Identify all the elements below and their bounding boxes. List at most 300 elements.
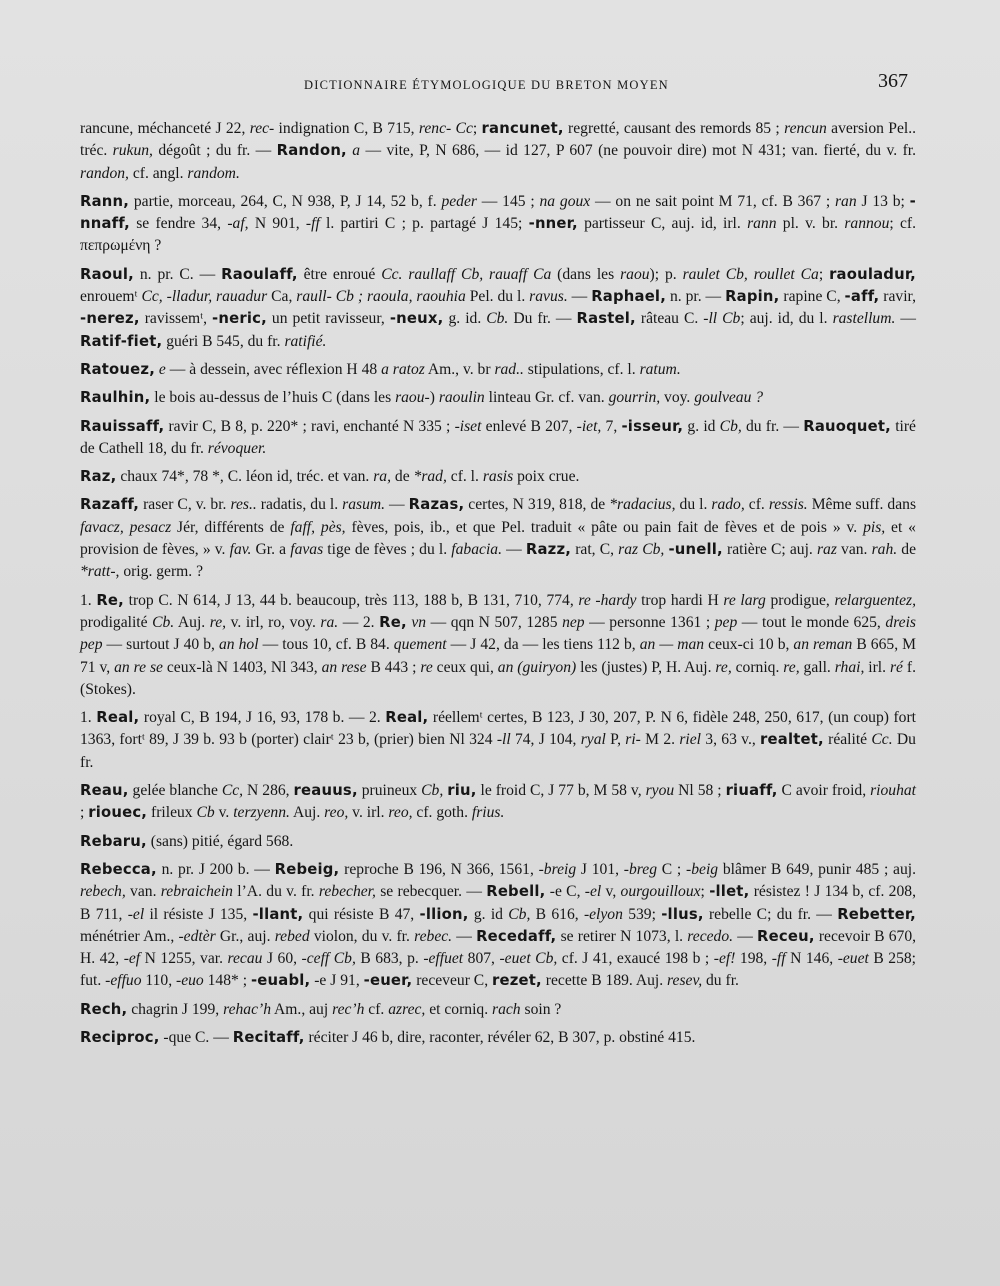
italic-text: e <box>155 360 166 378</box>
running-title: DICTIONNAIRE ÉTYMOLOGIQUE DU BRETON MOYEN <box>304 78 669 92</box>
entry-text: — personne 1361 ; <box>584 613 715 631</box>
italic-text: goulveau ? <box>694 389 764 407</box>
italic-text: -beig <box>686 860 719 878</box>
entry-text: ceux-là N 1403, Nl 343, <box>162 658 322 676</box>
entry-text: — surtout J 40 b, <box>102 636 219 654</box>
headword: Raulhin, <box>80 389 151 407</box>
italic-text: a ratoz <box>381 360 425 378</box>
italic-text: rado, <box>711 496 745 514</box>
entry-text: gelée blanche <box>128 782 222 800</box>
entry-text: cf. angl. <box>128 164 188 182</box>
italic-text: rasum. <box>342 496 386 514</box>
entry-text: soin ? <box>520 1000 562 1018</box>
entry-text: enlevé B 207, <box>481 417 577 435</box>
entry-text: ; <box>80 804 89 822</box>
entry-text: dégoût ; du fr. — <box>152 142 277 160</box>
entry-text: poix crue. <box>513 468 580 486</box>
italic-text: recedo. <box>687 927 734 945</box>
entry-text: B 443 ; <box>366 658 421 676</box>
dictionary-entry <box>80 707 916 774</box>
headword: Reau, <box>80 782 129 800</box>
entry-text: ravir, <box>879 288 917 306</box>
headword: -aff, <box>844 288 880 306</box>
entry-text: 3, 63 v., <box>700 731 761 749</box>
italic-text: raou- <box>395 389 430 407</box>
entry-text: Auj. <box>289 804 325 822</box>
italic-text: gourrin, <box>608 389 661 407</box>
entry-text: N 901, <box>248 215 306 233</box>
entry-text: B 616, <box>530 905 584 923</box>
italic-text: -ef! <box>713 950 736 968</box>
entry-text: guéri B 545, du fr. <box>162 332 285 350</box>
italic-text: raz <box>816 541 837 559</box>
entry-text: enrouemᵗ <box>80 288 142 306</box>
italic-text: rastellum. <box>832 310 896 328</box>
entry-text: indignation C, B 715, <box>274 120 419 137</box>
dictionary-entries <box>80 118 916 1055</box>
italic-text: an re se <box>114 658 163 676</box>
entry-text: 539; <box>622 905 662 923</box>
entry-text: cf. <box>364 1000 389 1018</box>
italic-text: res.. <box>230 496 257 514</box>
entry-text: -e C, <box>545 883 585 901</box>
entry-text: rancune, méchanceté J 22, <box>80 120 250 137</box>
dictionary-entry <box>80 264 916 353</box>
italic-text: Cc, <box>221 782 244 800</box>
entry-text: -e J 91, <box>310 972 364 990</box>
entry-text: J 60, <box>262 950 302 968</box>
headword: Raoulaff, <box>221 265 298 283</box>
headword: Raoul, <box>80 265 134 283</box>
headword: -llant, <box>252 905 304 923</box>
italic-text: -breig <box>538 860 577 878</box>
headword: riu, <box>447 782 477 800</box>
headword: -nerez, <box>80 310 140 328</box>
headword: riouec, <box>88 804 148 822</box>
italic-text: rec- <box>249 120 275 137</box>
entry-text: J 13 b; <box>856 192 910 210</box>
entry-text: du l. <box>675 496 712 514</box>
italic-text: *radacius, <box>609 496 676 514</box>
italic-text: ressis. <box>768 496 808 514</box>
entry-text: g. id <box>683 417 720 435</box>
entry-text: -que C. — <box>159 1028 233 1046</box>
entry-text: se retirer N 1073, l. <box>556 927 688 945</box>
entry-text: 807, <box>463 950 500 968</box>
italic-text: rencun <box>784 120 827 137</box>
entry-text: ); p. <box>649 265 683 283</box>
page-number: 367 <box>878 70 908 92</box>
headword: -nnaff, <box>80 192 917 233</box>
entry-text: C avoir froid, <box>777 782 871 800</box>
italic-text: ri- <box>625 731 641 749</box>
entry-text: l’A. du v. fr. <box>232 883 319 901</box>
headword: Razaff, <box>80 496 140 514</box>
italic-text: -euet <box>837 950 869 968</box>
entry-text: Am., auj <box>271 1000 333 1018</box>
entry-text: de <box>391 468 414 486</box>
entry-text: et corniq. <box>425 1000 493 1018</box>
italic-text: rach <box>492 1000 521 1018</box>
italic-text: -elyon <box>583 905 623 923</box>
italic-text: -iset <box>454 417 482 435</box>
italic-text: fav. <box>229 541 252 559</box>
dictionary-entry <box>80 191 916 258</box>
entry-text: ; cf. πεπρωμένη ? <box>80 215 917 255</box>
dictionary-entry <box>80 387 916 409</box>
italic-text: re, <box>715 658 732 676</box>
headword: Reciproc, <box>80 1028 160 1046</box>
entry-text: — <box>895 310 916 328</box>
headword: -llion, <box>419 905 469 923</box>
italic-text: an rese <box>321 658 367 676</box>
entry-text: voy. <box>660 389 695 407</box>
italic-text: rah. <box>871 541 898 559</box>
entry-text: corniq. <box>731 658 784 676</box>
headword: Rebecca, <box>80 860 157 878</box>
entry-text: du fr. <box>702 972 739 990</box>
entry-text: J 101, <box>576 860 624 878</box>
entry-text: g. id <box>468 905 509 923</box>
italic-text: quement <box>393 636 447 654</box>
entry-text: ménétrier Am., <box>80 927 179 945</box>
italic-text: *rad, <box>413 468 447 486</box>
italic-text: rehac’h <box>223 1000 271 1018</box>
italic-text: an hol <box>219 636 259 654</box>
italic-text: ourgouilloux <box>620 883 701 901</box>
italic-text: ryou <box>645 782 675 800</box>
headword: Randon, <box>276 142 347 160</box>
italic-text: -effuet <box>423 950 464 968</box>
entry-text: g. id. <box>443 310 487 328</box>
entry-text: prodigue, <box>765 591 835 609</box>
headword: Ratif-fiet, <box>80 332 163 350</box>
entry-text: royal C, B 194, J 16, 93, 178 b. — 2. <box>139 709 386 727</box>
entry-text: 74, J 104, <box>510 731 581 749</box>
headword: -neric, <box>212 310 267 328</box>
entry-text: ceux-ci 10 b, <box>704 636 794 654</box>
entry-text: blâmer B 649, punir 485 ; auj. <box>718 860 916 878</box>
entry-text: B 665, M 71 v, <box>80 636 916 676</box>
italic-text: -ceff Cb, <box>301 950 356 968</box>
entry-text: qui résiste B 47, <box>303 905 420 923</box>
entry-text: cf. <box>744 496 769 514</box>
entry-text: v, <box>601 883 621 901</box>
italic-text: ratifié. <box>284 332 327 350</box>
entry-text: rat, C, <box>571 541 619 559</box>
entry-text: Même suff. dans <box>807 496 917 514</box>
italic-text: reo, <box>388 804 413 822</box>
headword: rancunet, <box>481 120 564 137</box>
entry-text: 7, <box>601 417 622 435</box>
entry-text: 1. <box>80 709 97 727</box>
entry-text: irl. <box>864 658 890 676</box>
entry-text: P, <box>605 731 626 749</box>
italic-text: raz Cb, <box>618 541 665 559</box>
entry-text: — on ne sait point M 71, cf. B 367 ; <box>590 192 835 210</box>
italic-text: an — man <box>639 636 705 654</box>
entry-text: Am., v. br <box>424 360 495 378</box>
italic-text: resev, <box>667 972 703 990</box>
italic-text: ryal <box>580 731 606 749</box>
entry-text: résistez ! J 134 b, cf. 208, B 711, <box>80 883 916 923</box>
dictionary-entry <box>80 780 916 825</box>
entry-text: Jér, différents de <box>171 518 291 536</box>
headword: -llus, <box>661 905 704 923</box>
entry-text: f. (Stokes). <box>80 658 916 698</box>
italic-text: rebed <box>274 927 310 945</box>
italic-text: révoquer. <box>207 439 267 457</box>
headword: -unell, <box>668 541 723 559</box>
italic-text: random. <box>187 164 240 182</box>
headword: rezet, <box>492 972 542 990</box>
entry-text: ; <box>700 883 710 901</box>
headword: Rauoquet, <box>803 417 891 435</box>
headword: Razz, <box>525 541 572 559</box>
entry-text: — <box>501 541 526 559</box>
entry-text: 198, <box>735 950 772 968</box>
italic-text: ratum. <box>639 360 681 378</box>
italic-text: raull- Cb ; raoula, raouhia <box>296 288 466 306</box>
italic-text: rec’h <box>332 1000 365 1018</box>
italic-text: pis, <box>863 518 886 536</box>
italic-text: ra. <box>320 613 339 631</box>
headword: realtet, <box>760 731 824 749</box>
italic-text: na goux <box>539 192 591 210</box>
entry-text: — tout le monde 625, <box>737 613 886 631</box>
entry-text: — J 42, da — les tiens 112 b, <box>446 636 640 654</box>
entry-text: C ; <box>657 860 687 878</box>
italic-text: rannou <box>844 215 890 233</box>
entry-text: ravir C, B 8, p. 220* ; ravi, enchanté N 335 ; <box>164 417 455 435</box>
entry-text: reproche B 196, N 366, 1561, <box>339 860 539 878</box>
entry-text: N 286, <box>243 782 294 800</box>
italic-text: ran <box>834 192 857 210</box>
dictionary-entry <box>80 416 916 461</box>
entry-text: van. <box>125 883 161 901</box>
entry-text: — tous 10, cf. B 84. <box>258 636 394 654</box>
entry-text: 110, <box>141 972 177 990</box>
entry-text: v. <box>214 804 234 822</box>
italic-text: -ff <box>305 215 320 233</box>
italic-text: -af, <box>227 215 249 233</box>
entry-text: ravissemᵗ, <box>139 310 213 328</box>
italic-text: -el <box>127 905 145 923</box>
entry-text: v. irl, ro, voy. <box>226 613 321 631</box>
entry-text: 1. <box>80 591 97 609</box>
entry-text: râteau C. <box>635 310 704 328</box>
entry-text: gall. <box>799 658 835 676</box>
entry-text: pruineux <box>357 782 422 800</box>
headword: Rebetter, <box>837 905 916 923</box>
italic-text: relarguentez, <box>834 591 917 609</box>
headword: -nner, <box>528 215 578 233</box>
italic-text: rasis <box>482 468 514 486</box>
italic-text: Cb <box>196 804 215 822</box>
entry-text: n. pr. J 200 b. — <box>156 860 275 878</box>
italic-text: re <box>420 658 433 676</box>
italic-text: ra, <box>373 468 391 486</box>
entry-text: chaux 74*, 78 *, C. léon id, tréc. et van. <box>116 468 374 486</box>
entry-text: — qqn N 507, 1285 <box>426 613 563 631</box>
entry-text: — 2. <box>338 613 380 631</box>
dictionary-entry <box>80 118 916 185</box>
entry-text: chagrin J 199, <box>127 1000 224 1018</box>
italic-text: -ll <box>496 731 511 749</box>
dictionary-entry <box>80 590 916 701</box>
italic-text: re, <box>783 658 800 676</box>
italic-text: -ff <box>771 950 786 968</box>
headword: Rech, <box>80 1000 128 1018</box>
entry-text: — <box>733 927 758 945</box>
headword: Receu, <box>757 927 815 945</box>
entry-text: le bois au-dessus de l’huis C (dans les <box>150 389 396 407</box>
entry-text: n. pr. — <box>666 288 726 306</box>
entry-text: Du fr. <box>80 731 916 771</box>
headword: Real, <box>385 709 429 727</box>
headword: Real, <box>96 709 140 727</box>
italic-text: faff, pès, <box>290 518 346 536</box>
headword: Ratouez, <box>80 360 156 378</box>
dictionary-entry <box>80 466 916 488</box>
italic-text: raulet Cb, roullet Ca <box>682 265 819 283</box>
entry-text: frileux <box>147 804 197 822</box>
headword: Rapin, <box>725 288 780 306</box>
headword: Raz, <box>80 468 117 486</box>
entry-text: il résiste J 135, <box>144 905 253 923</box>
headword: Razas, <box>408 496 465 514</box>
headword: Re, <box>379 613 407 631</box>
entry-text: — vite, P, N 686, — id 127, P 607 (ne pouvoir dire) mot N 431; van. fierté, du v. fr. <box>360 142 916 160</box>
italic-text: peder <box>441 192 477 210</box>
headword: Recitaff, <box>232 1028 305 1046</box>
italic-text: a <box>346 142 361 160</box>
italic-text: favas <box>290 541 324 559</box>
italic-text: re larg <box>723 591 766 609</box>
italic-text: Cb. <box>152 613 175 631</box>
entry-text: — <box>567 288 592 306</box>
headword: Rann, <box>80 192 130 210</box>
italic-text: -el <box>584 883 602 901</box>
entry-text: tiré de Cathell 18, du fr. <box>80 417 916 457</box>
dictionary-entry <box>80 1027 916 1049</box>
entry-text: l. partiri C ; p. partagé J 145; <box>319 215 529 233</box>
italic-text: Cc, -lladur, rauadur <box>141 288 268 306</box>
entry-text: M 2. <box>640 731 680 749</box>
italic-text: Cc. raullaff Cb, rauaff Ca <box>381 265 552 283</box>
italic-text: rebecher, <box>318 883 376 901</box>
entry-text: N 1255, var. <box>140 950 228 968</box>
entry-text: réciter J 46 b, dire, raconter, révéler 62, B 307, p. obstiné 415. <box>304 1028 696 1046</box>
entry-text: aversion Pel.. tréc. <box>80 120 917 160</box>
italic-text: -effuo <box>105 972 142 990</box>
entry-text: se rebecquer. — <box>375 883 487 901</box>
entry-text: rebelle C; du fr. — <box>703 905 838 923</box>
italic-text: fabacia. <box>451 541 502 559</box>
entry-text: réalité <box>823 731 872 749</box>
entry-text: linteau Gr. cf. van. <box>484 389 609 407</box>
entry-text: — à dessein, avec réflexion H 48 <box>165 360 382 378</box>
entry-text: Ca, <box>267 288 297 306</box>
italic-text: -euo <box>176 972 204 990</box>
entry-text: cf. goth. <box>412 804 472 822</box>
italic-text: rann <box>747 215 777 233</box>
entry-text: un petit ravisseur, <box>266 310 390 328</box>
headword: reauus, <box>293 782 358 800</box>
entry-text: n. pr. C. — <box>133 265 222 283</box>
italic-text: -iet, <box>576 417 602 435</box>
entry-text: fèves, pois, ib., et que Pel. traduit « pâte ou pain fait de fèves et de pois » v. <box>345 518 864 536</box>
italic-text: frius. <box>471 804 505 822</box>
entry-text: Gr. a <box>251 541 291 559</box>
headword: Rebaru, <box>80 832 147 850</box>
italic-text: an (guiryon) <box>497 658 577 676</box>
entry-text: orig. germ. ? <box>119 563 203 581</box>
headword: raouladur, <box>829 265 916 283</box>
headword: Recedaff, <box>476 927 557 945</box>
italic-text: rebec. <box>414 927 453 945</box>
entry-text: rapine C, <box>779 288 845 306</box>
entry-text: et « provision de fèves, » v. <box>80 518 916 559</box>
headword: -isseur, <box>621 417 684 435</box>
entry-text: Du fr. — <box>508 310 577 328</box>
entry-text: trop hardi H <box>636 591 724 609</box>
entry-text: ; auj. id, du l. <box>740 310 833 328</box>
italic-text: -ef <box>123 950 141 968</box>
entry-text: radatis, du l. <box>256 496 343 514</box>
dictionary-entry <box>80 859 916 993</box>
entry-text: N 146, <box>785 950 838 968</box>
entry-text: le froid C, J 77 b, M 58 v, <box>476 782 646 800</box>
entry-text: ceux qui, <box>432 658 498 676</box>
italic-text: terzyenn. <box>233 804 290 822</box>
italic-text: rebraichein <box>160 883 233 901</box>
entry-text: stipulations, cf. l. <box>523 360 640 378</box>
italic-text: rukun, <box>112 142 153 160</box>
entry-text: les (justes) P, H. Auj. <box>576 658 716 676</box>
entry-text: — <box>385 496 409 514</box>
italic-text: reo, <box>324 804 349 822</box>
entry-text: être enroué <box>297 265 382 283</box>
italic-text: Cb. <box>486 310 509 328</box>
entry-text: recette B 189. Auj. <box>541 972 668 990</box>
italic-text: riel <box>679 731 701 749</box>
entry-text: Gr., auj. <box>215 927 275 945</box>
entry-text: partie, morceau, 264, C, N 938, P, J 14, 52 b, f. <box>129 192 442 210</box>
entry-text: ; <box>818 265 830 283</box>
italic-text: dreis pep <box>80 613 916 654</box>
entry-text: certes, N 319, 818, de <box>464 496 610 514</box>
italic-text: rebech, <box>80 883 126 901</box>
headword: Rastel, <box>576 310 636 328</box>
headword: Re, <box>96 591 124 609</box>
italic-text: Cb, <box>421 782 444 800</box>
entry-text: — <box>452 927 477 945</box>
dictionary-entry <box>80 494 916 583</box>
entry-text: van. <box>836 541 872 559</box>
italic-text: azrec, <box>388 1000 426 1018</box>
entry-text: cf. J 41, exaucé 198 b ; <box>557 950 714 968</box>
entry-text: Nl 58 ; <box>674 782 726 800</box>
entry-text: (sans) pitié, égard 568. <box>146 832 294 850</box>
italic-text: renc- Cc <box>418 120 473 137</box>
headword: Rauissaff, <box>80 417 165 435</box>
entry-text: prodigalité <box>80 613 153 631</box>
entry-text: de <box>897 541 917 559</box>
entry-text: raser C, v. br. <box>139 496 231 514</box>
italic-text: raoulin <box>438 389 485 407</box>
italic-text: raou <box>620 265 650 283</box>
